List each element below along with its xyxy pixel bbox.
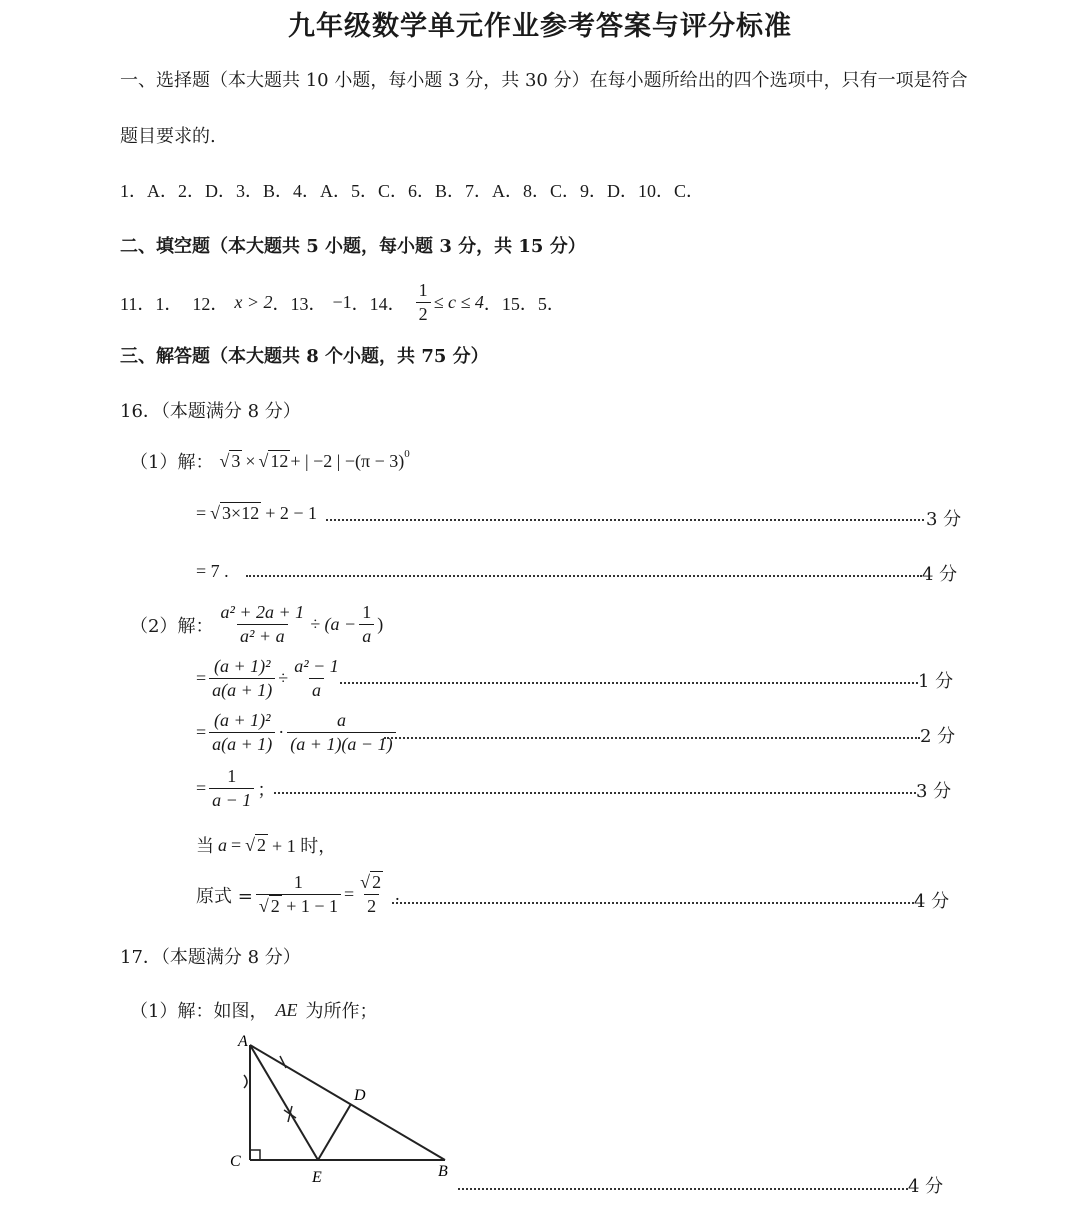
score-label: 1 分 [918, 671, 954, 692]
answer-14-expr: ≤ c ≤ 4 [433, 292, 484, 312]
section2-answers [120, 280, 565, 325]
label-d: D [354, 1087, 366, 1104]
denominator: a² + a [237, 624, 288, 647]
semicolon: ； [257, 779, 276, 801]
close-paren: ) [377, 614, 384, 634]
q16-part2-step2 [196, 710, 399, 755]
exponent-zero: 0 [404, 448, 410, 460]
dot-leader [458, 1188, 908, 1190]
answer-14-numerator: 1 [418, 280, 428, 300]
dot-leader [326, 519, 924, 521]
q16-part2-step3 [196, 766, 275, 811]
fraction: $\frac{\text{a² − 1}}{a}$ [294, 656, 339, 700]
when-tail: + 1 时， [272, 836, 337, 856]
q16-part1-step1-rest: + 2 − 1 [265, 503, 318, 523]
segment-ed [318, 1104, 351, 1160]
numerator: a² + 2a + 1 [220, 602, 305, 622]
segment-ae-line [250, 1045, 318, 1160]
section1-heading-line2: 题目要求的. [120, 126, 216, 147]
equals: = [196, 778, 207, 798]
arc-mark [280, 1056, 286, 1068]
equals: = [344, 884, 355, 904]
section3-heading: 三、解答题（本大题共 8 个小题，共 75 分） [120, 346, 489, 367]
fraction: $\frac{a}{(a + 1)(a - 1)}$ [287, 710, 395, 755]
section1-heading-line1: 一、选择题（本大题共 10 小题，每小题 3 分，共 30 分）在每小题所给出的四个选项中，只有一项是符合 [120, 70, 968, 91]
q17-part1 [130, 997, 377, 1023]
answer-14-label: ．14． [351, 293, 406, 314]
equals: = [196, 722, 207, 742]
score-label: 3 分 [926, 509, 962, 530]
q17-part1-tail: 为所作； [305, 1001, 378, 1022]
equals: = [196, 668, 207, 688]
variable: a [218, 834, 227, 855]
dot-leader [384, 737, 920, 739]
dot-leader [246, 575, 922, 577]
when-text: 当 [196, 836, 214, 857]
side-ab [250, 1045, 445, 1160]
q16-part1-rest: + | −2 | −(π − 3) [290, 450, 405, 471]
q17-part1-label: （1）解：如图， [130, 1001, 268, 1022]
q16-part1-label: （1）解： [130, 452, 214, 473]
answer-13-label: ．13． [272, 293, 327, 314]
inner-fraction [359, 602, 374, 647]
operator: ÷ [278, 668, 289, 688]
answer-14-denominator: 2 [416, 302, 431, 325]
q16-label: 16．（本题满分 8 分） [120, 401, 301, 422]
score-label: 3 分 [916, 781, 952, 802]
q16-part2-label: （2）解： [130, 615, 214, 637]
fraction: $\frac{\text{(a + 1)²}}{a(a + 1)}$ [209, 656, 275, 701]
label-c: C [230, 1153, 241, 1170]
original-label: 原式 = [196, 885, 253, 907]
right-angle-mark [250, 1150, 260, 1160]
sqrt-3x12: √ 3×12 [210, 503, 260, 523]
equals: = [231, 834, 242, 855]
q16-part1-step1 [196, 503, 317, 524]
section1-answers: 1．A．2．D．3．B．4．A．5．C．6．B．7．A．8．C．9．D．10．C． [120, 181, 705, 201]
q16-part1 [130, 448, 410, 474]
label-b: B [438, 1163, 448, 1180]
segment-ae: AE [275, 999, 298, 1020]
fraction: $\frac{1}{a - 1}$ [209, 766, 254, 811]
equals: = [196, 503, 207, 523]
fraction: $\frac{√ 2}{2}$ [360, 872, 382, 916]
dot-leader [392, 902, 914, 904]
fraction: $\frac{1}{√ 2 + 1 - 1}$ [256, 872, 341, 917]
answer-12-expr: x > 2 [234, 292, 273, 312]
q17-label: 17．（本题满分 8 分） [120, 947, 301, 968]
label-a: A [238, 1033, 248, 1050]
sqrt-2: √ 2 [245, 834, 267, 855]
arc-mark [244, 1075, 247, 1088]
times-sign: × [245, 450, 256, 471]
score-label: 2 分 [920, 726, 956, 747]
answer-12-label: 12． [192, 293, 229, 314]
period: . [395, 884, 400, 904]
q16-original-line [196, 872, 400, 917]
q16-when-line [196, 832, 336, 858]
q16-part2-fraction [217, 602, 307, 647]
answer-14-fraction [416, 280, 431, 325]
fraction: $\frac{\text{(a + 1)²}}{a(a + 1)}$ [209, 710, 275, 755]
answer-11: 11．1． [120, 293, 183, 314]
answer-13-expr: −1 [332, 292, 352, 312]
dot-leader [340, 682, 918, 684]
answer-15: ．15．5． [483, 293, 565, 314]
numerator: 1 [362, 602, 372, 622]
triangle-figure [220, 1030, 470, 1190]
operator: · [278, 722, 285, 742]
q16-part2-step1 [196, 656, 345, 701]
q16-part2 [130, 602, 383, 647]
denominator: a [359, 624, 374, 647]
label-e: E [312, 1169, 322, 1186]
score-label: 4 分 [908, 1176, 944, 1197]
sqrt-3: √ 3 [219, 450, 241, 471]
section2-heading: 二、填空题（本大题共 5 小题，每小题 3 分，共 15 分） [120, 236, 586, 257]
division-expr: ÷ (a − [310, 614, 357, 634]
sqrt-12: √ 12 [258, 450, 289, 471]
score-label: 4 分 [914, 891, 950, 912]
q16-part1-step2: = 7 . [196, 561, 229, 581]
score-label: 4 分 [922, 564, 958, 585]
page-title: 九年级数学单元作业参考答案与评分标准 [288, 11, 792, 42]
dot-leader [274, 792, 916, 794]
